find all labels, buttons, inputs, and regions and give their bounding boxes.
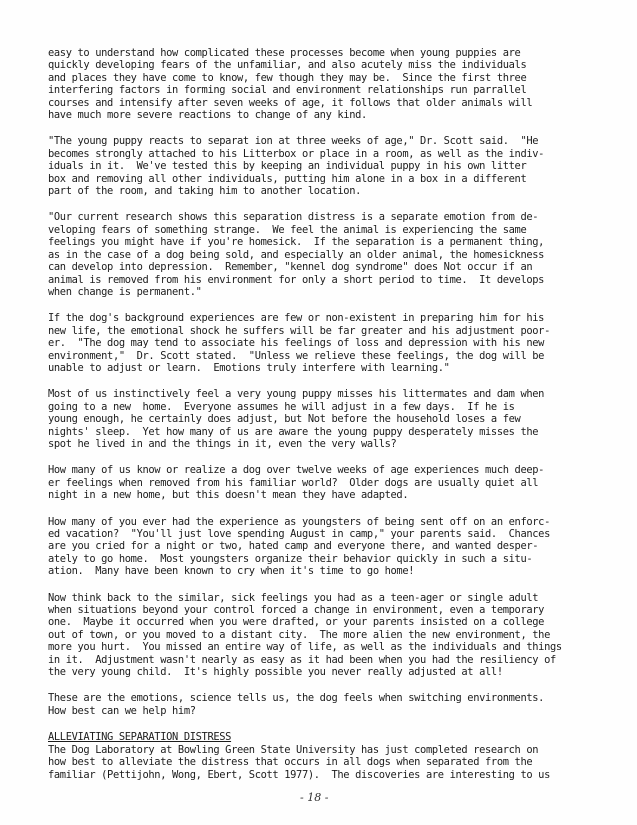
paragraph-final: The Dog Laboratory at Bowling Green State University has just completed research on how best to alleviate the distress that occurs in all dogs when separated from the familiar (Pettijohn, Wong, Ebert, Scott 1977). The discoveries are interesting to us xyxy=(48,743,550,781)
paragraph-8: Now think back to the similar, sick feelings you had as a teen-ager or single adult when situations beyond your control forced a change in environment, even a temporary one. Maybe it occurred when you were drafted, or your parents insisted on a college out of town, or you moved to a distant city. The more alien the new environment, the more you hurt. You missed an entire way of life, as well as the individuals and things in it. Adjustment wasn't nearly as easy as it had been when you had the resiliency of the very young child. It's highly possible you never really adjusted at all! xyxy=(48,591,562,679)
paragraph-5: Most of us instinctively feel a very young puppy misses his littermates and dam when going to a new home. Everyone assumes he will adjust in a few days. If he is young enough, he certainly does adjust, but Not before the household loses a few nights' sleep. Yet how many of us are aware the young puppy desperately misses the spot he lived in and the things in it, even the very walls? xyxy=(48,388,545,450)
paragraph-7: How many of you ever had the experience as youngsters of being sent off on an enforc- ed vacation? "You'll just love spending August in camp," your parents said. Chances are you cried for a night or two, hated camp and everyone there, and wanted desper- ately to go home. Most youngsters organize their behavior quickly in such a situ- ation. Many have been known to cry when it's time to go home! xyxy=(48,515,550,578)
paragraph-2: "The young puppy reacts to separat ion at three weeks of age," Dr. Scott said. "He becomes strongly attached to his Litterbox or place in a room, as well as the indiv- iduals in it. We've tested this by keeping an individual puppy in his own litter box and removing all other individuals, putting him alone in a box in a different part of the room, and taking him to another location. xyxy=(48,135,545,198)
page-number: - 18 - xyxy=(300,791,329,804)
paragraph-9: These are the emotions, science tells us, the dog feels when switching environments. How best can we help him? xyxy=(48,692,545,717)
section-heading: ALLEVIATING SEPARATION DISTRESS xyxy=(48,731,232,744)
paragraph-6: How many of us know or realize a dog over twelve weeks of age experiences much deep- er feelings when removed from his familiar world? Older dogs are usually quiet all night in a new home, but this doesn't mean they have adapted. xyxy=(48,464,545,502)
paragraph-4: If the dog's background experiences are few or non-existent in preparing him for his new life, the emotional shock he suffers will be far greater and his adjustment poor- er. "The dog may tend to associate his feelings of loss and depression with his new environment," Dr. Scott stated. "Unless we relieve these feelings, the dog will be unable to adjust or learn. Emotions truly interfere with learning." xyxy=(48,312,550,374)
paragraph-1: easy to understand how complicated these processes become when young puppies are quickly developing fears of the unfamiliar, and also acutely miss the individuals and places they have come to know, few though they may be. Since the first three interfering factors in forming social and environment relationships run parrallel courses and intensify after seven weeks of age, it follows that older animals will have much more severe reactions to change of any kind. xyxy=(48,47,533,122)
paragraph-3: "Our current research shows this separation distress is a separate emotion from de- veloping fears of something strange. We feel the animal is experiencing the same feelings you might have if you're homesick. If the separation is a permanent thing, as in the case of a dog being sold, and especially an older animal, the homesickness can develop into depression. Remember, "kennel dog syndrome" does Not occur if an animal is removed from his environment for only a short period to time. It develops when change is permanent." xyxy=(48,211,545,298)
body-text xyxy=(48,47,596,795)
